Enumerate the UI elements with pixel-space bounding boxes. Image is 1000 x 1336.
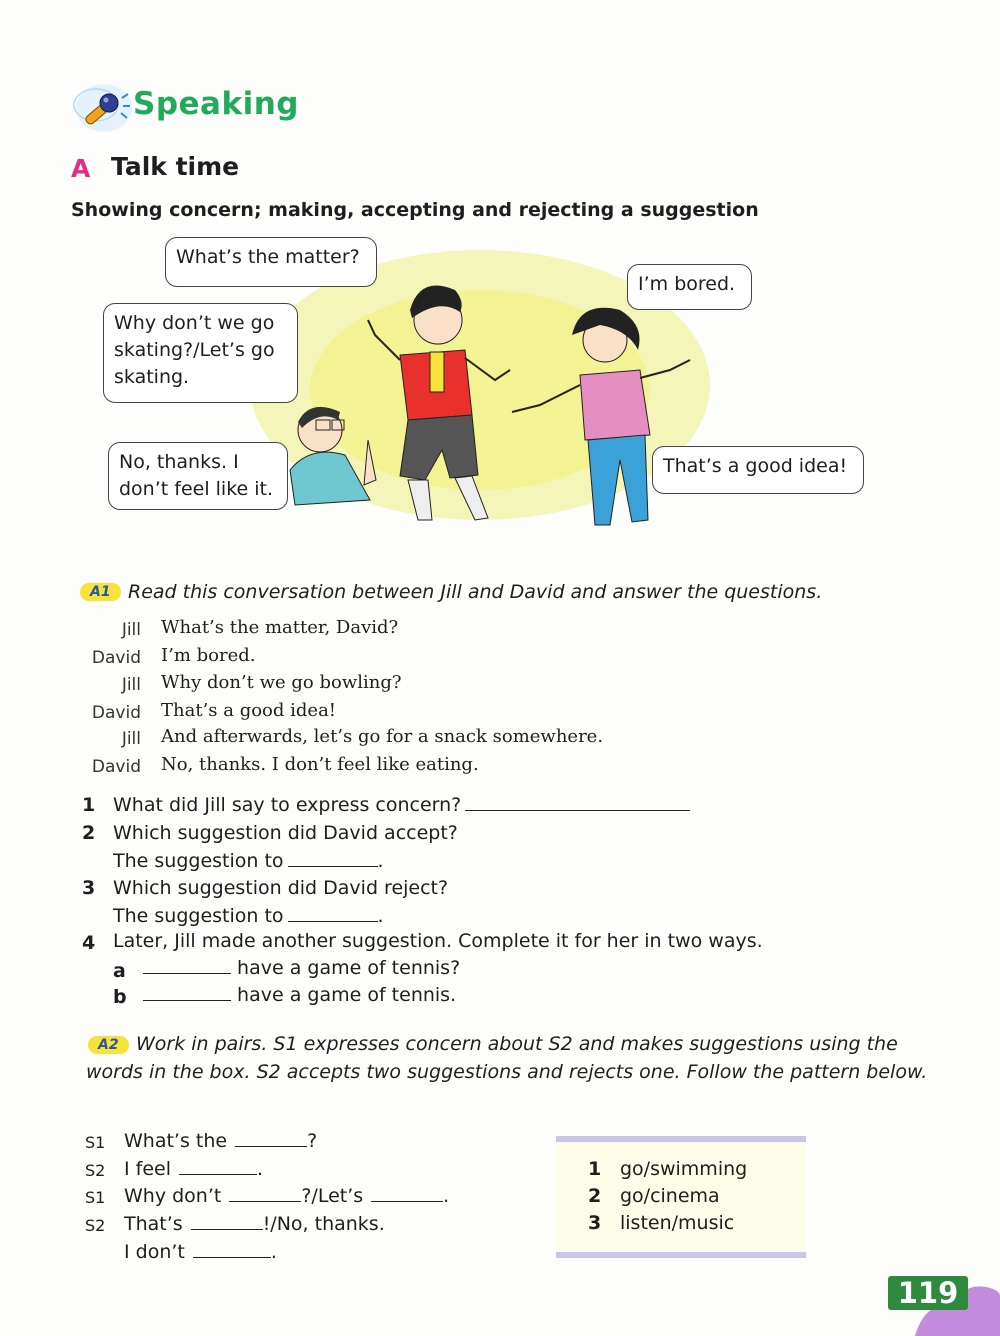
question-sub-text: The suggestion to xyxy=(113,905,284,927)
dialogue-speaker: David xyxy=(91,703,141,723)
question-text: Which suggestion did David accept? xyxy=(113,822,458,844)
subtitle: Showing concern; making, accepting and rejecting a suggestion xyxy=(71,199,759,221)
part-title: Talk time xyxy=(111,152,240,181)
pattern-line xyxy=(124,1185,449,1207)
question-text: Later, Jill made another suggestion. Complete it for her in two ways. xyxy=(113,930,763,952)
a2-badge: A2 xyxy=(88,1036,129,1054)
sub-letter: a xyxy=(113,960,126,982)
part-letter: A xyxy=(71,154,91,183)
pattern-line xyxy=(124,1241,277,1263)
answer-blank[interactable] xyxy=(143,973,231,974)
dialogue-line: What’s the matter, David? xyxy=(161,617,399,638)
question-sub xyxy=(113,850,384,872)
question-sub-end: . xyxy=(377,850,384,872)
pattern-blank[interactable] xyxy=(229,1201,301,1202)
dialogue-line: No, thanks. I don’t feel like eating. xyxy=(161,754,479,775)
pattern-text-end: !/No, thanks. xyxy=(262,1213,385,1235)
pattern-text: I feel xyxy=(124,1158,171,1180)
pattern-speaker: S2 xyxy=(85,1216,106,1235)
word-box-number: 1 xyxy=(588,1158,602,1180)
question-text-1: What did Jill say to express concern? xyxy=(113,794,462,816)
pattern-blank[interactable] xyxy=(191,1229,263,1230)
question-number: 4 xyxy=(82,932,96,954)
question-sub xyxy=(113,905,384,927)
question-number: 3 xyxy=(82,877,96,899)
word-box-item: go/swimming xyxy=(620,1158,748,1180)
dialogue-speaker: Jill xyxy=(121,620,141,640)
dialogue-line: Why don’t we go bowling? xyxy=(161,672,402,693)
question-sub-end: . xyxy=(377,905,384,927)
word-box-number: 2 xyxy=(588,1185,602,1207)
answer-blank[interactable] xyxy=(288,866,378,867)
pattern-line xyxy=(124,1213,385,1235)
bubble-why-dont-we: Why don’t we go skating?/Let’s go skating. xyxy=(103,303,298,403)
bubble-good-idea: That’s a good idea! xyxy=(652,446,864,494)
pattern-text: What’s the xyxy=(124,1130,228,1152)
microphone-icon xyxy=(72,80,134,138)
bubble-whats-the-matter: What’s the matter? xyxy=(165,237,377,287)
word-box-item: go/cinema xyxy=(620,1185,720,1207)
pattern-text-end: . xyxy=(443,1185,450,1207)
section-title: Speaking xyxy=(133,86,299,122)
dialogue-line: And afterwards, let’s go for a snack somewhere. xyxy=(161,726,604,747)
pattern-speaker: S1 xyxy=(85,1188,106,1207)
sub-text-a: have a game of tennis? xyxy=(237,957,461,979)
pattern-blank[interactable] xyxy=(235,1146,307,1147)
sub-text xyxy=(143,984,456,1006)
question-sub-text: The suggestion to xyxy=(113,850,284,872)
bubble-im-bored: I’m bored. xyxy=(627,264,752,310)
answer-blank[interactable] xyxy=(288,921,378,922)
pattern-text-end: ? xyxy=(307,1130,318,1152)
sub-text xyxy=(143,957,460,979)
dialogue-line: That’s a good idea! xyxy=(161,700,337,721)
pattern-text: Why don’t xyxy=(124,1185,222,1207)
dialogue-line: I’m bored. xyxy=(161,645,256,666)
pattern-speaker: S1 xyxy=(85,1133,106,1152)
dialogue-speaker: David xyxy=(91,648,141,668)
dialogue-speaker: David xyxy=(91,757,141,777)
a1-instruction: Read this conversation between Jill and David and answer the questions. xyxy=(128,581,823,603)
sub-letter: b xyxy=(113,986,127,1008)
pattern-blank[interactable] xyxy=(371,1201,443,1202)
question-number: 1 xyxy=(82,794,96,816)
pattern-text: I don’t xyxy=(124,1241,185,1263)
question-number: 2 xyxy=(82,822,96,844)
sub-text-b: have a game of tennis. xyxy=(237,984,457,1006)
word-box-number: 3 xyxy=(588,1212,602,1234)
pattern-text-end: . xyxy=(270,1241,277,1263)
dialogue-speaker: Jill xyxy=(121,729,141,749)
question-text: Which suggestion did David reject? xyxy=(113,877,449,899)
dialogue-speaker: Jill xyxy=(121,675,141,695)
answer-blank[interactable] xyxy=(465,810,690,811)
pattern-blank[interactable] xyxy=(193,1257,271,1258)
pattern-speaker: S2 xyxy=(85,1161,106,1180)
pattern-text: That’s xyxy=(124,1213,183,1235)
pattern-blank[interactable] xyxy=(179,1174,257,1175)
pattern-line xyxy=(124,1130,317,1152)
answer-blank[interactable] xyxy=(143,1000,231,1001)
a2-instruction: Work in pairs. S1 expresses concern about S2 and makes suggestions using the words in the box. S2 accepts two suggestions and rejects one. Follow the pattern below. xyxy=(86,1033,928,1083)
question-text xyxy=(113,794,690,816)
a1-badge: A1 xyxy=(80,583,121,601)
word-box-item: listen/music xyxy=(620,1212,735,1234)
pattern-text-end: . xyxy=(257,1158,264,1180)
pattern-line xyxy=(124,1158,263,1180)
pattern-text-mid: ?/Let’s xyxy=(301,1185,364,1207)
bubble-no-thanks: No, thanks. I don’t feel like it. xyxy=(108,442,288,510)
page-number: 119 xyxy=(888,1276,968,1310)
